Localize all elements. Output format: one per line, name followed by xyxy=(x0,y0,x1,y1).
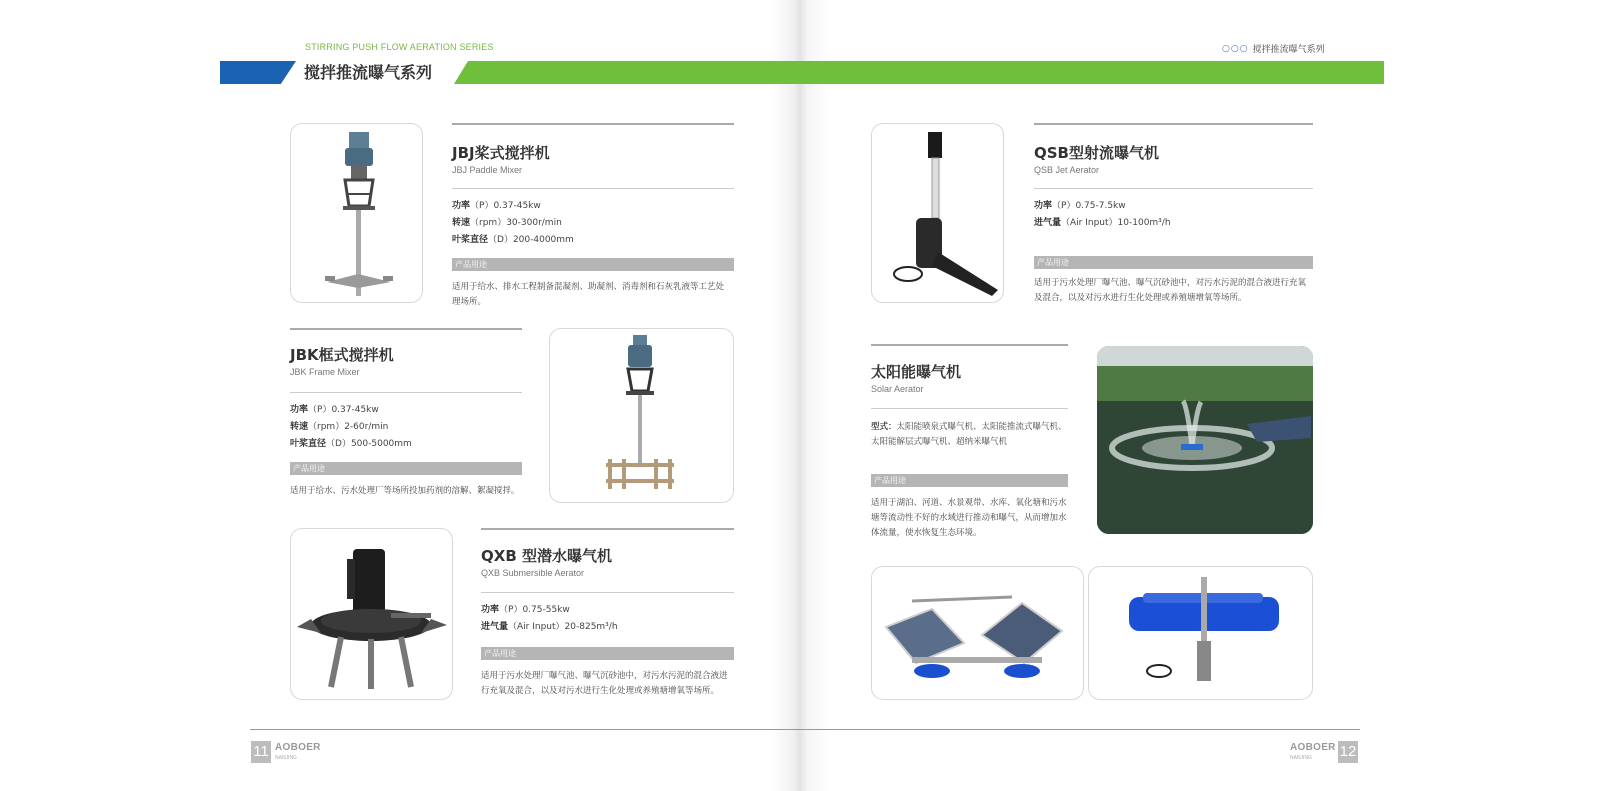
jbk-divider xyxy=(290,392,522,393)
right-page-number: 12 xyxy=(1338,741,1358,763)
jbj-title: JBJ桨式搅拌机 xyxy=(452,144,550,162)
blue-header-tab xyxy=(220,61,296,84)
series-en-title: STIRRING PUSH FLOW AERATION SERIES xyxy=(305,42,494,52)
right-header xyxy=(1222,42,1325,55)
qsb-product-image xyxy=(871,123,1004,303)
jbk-title-rule xyxy=(290,328,522,330)
footer-rule xyxy=(250,729,1360,730)
qsb-usage-label: 产品用途 xyxy=(1034,256,1313,269)
jbj-spec-diameter: 叶桨直径（D）200-4000mm xyxy=(452,235,574,245)
jbk-spec-speed: 转速（rpm）2-60r/min xyxy=(290,422,389,432)
left-brand: AOBOER xyxy=(275,742,321,753)
qsb-spec-air: 进气量（Air Input）10-100m³/h xyxy=(1034,218,1171,228)
solar-title-rule xyxy=(871,344,1068,346)
floating-aerator-illustration xyxy=(1089,567,1313,700)
paddle-mixer-illustration xyxy=(291,124,423,303)
left-brand-sub: NANJING xyxy=(275,755,297,761)
right-brand: AOBOER xyxy=(1290,742,1336,753)
solar-panel-illustration xyxy=(872,567,1084,700)
jet-aerator-illustration xyxy=(872,124,1004,303)
qxb-title-rule xyxy=(481,528,734,530)
jbk-product-image xyxy=(549,328,734,503)
jbk-usage-text: 适用于给水、污水处理厂等场所投加药剂的溶解、絮凝搅拌。 xyxy=(290,486,520,496)
qxb-usage-label: 产品用途 xyxy=(481,647,734,660)
solar-subtitle: Solar Aerator xyxy=(871,384,924,394)
qxb-title: QXB 型潜水曝气机 xyxy=(481,547,612,565)
qsb-divider xyxy=(1034,188,1313,189)
qxb-divider xyxy=(481,592,734,593)
qsb-title-rule xyxy=(1034,123,1313,125)
pond-fountain-photo xyxy=(1097,346,1313,534)
jbj-spec-power: 功率（P）0.37-45kw xyxy=(452,201,541,211)
jbk-spec-power: 功率（P）0.37-45kw xyxy=(290,405,379,415)
qsb-usage-text: 适用于污水处理厂曝气池、曝气沉砂池中，对污水污泥的混合液进行充氧 及混合，以及对污水进行生化处理或养殖塘增氧等场所。 xyxy=(1034,278,1307,303)
qxb-spec-air: 进气量（Air Input）20-825m³/h xyxy=(481,622,618,632)
page-fold-shadow xyxy=(770,0,830,791)
solar-title: 太阳能曝气机 xyxy=(871,363,962,381)
solar-panel-aerator-image xyxy=(871,566,1084,700)
right-brand-sub: NANJING xyxy=(1290,755,1312,761)
submersible-aerator-illustration xyxy=(291,529,453,700)
jbj-usage-label: 产品用途 xyxy=(452,258,734,271)
fountain-illustration xyxy=(1097,346,1313,534)
qxb-product-image xyxy=(290,528,453,700)
jbj-spec-speed: 转速（rpm）30-300r/min xyxy=(452,218,562,228)
circles-icon: ○○○ xyxy=(1222,43,1249,54)
jbj-subtitle: JBJ Paddle Mixer xyxy=(452,165,523,175)
qxb-usage-text: 适用于污水处理厂曝气池、曝气沉砂池中，对污水污泥的混合液进 行充氧及混合，以及对污水进行生化处理或养殖塘增氧等场所。 xyxy=(481,671,728,696)
page-title: 搅拌推流曝气系列 xyxy=(304,63,433,82)
jbj-usage-text: 适用于给水、排水工程制备混凝剂、助凝剂、消毒剂和石灰乳液等工艺处 理场所。 xyxy=(452,282,725,307)
frame-mixer-illustration xyxy=(550,329,734,503)
solar-type-text: 型式：太阳能喷泉式曝气机、太阳能推流式曝气机、 太阳能解层式曝气机、超纳米曝气机 xyxy=(871,422,1067,447)
solar-usage-text: 适用于湖泊、河道、水景观带、水库、氧化塘和污水 塘等流动性不好的水域进行推动和曝气，从而增加水 体流量，使水恢复生态环境。 xyxy=(871,498,1067,538)
jbj-title-rule xyxy=(452,123,734,125)
right-header-title: 搅拌推流曝气系列 xyxy=(1252,45,1325,55)
qsb-subtitle: QSB Jet Aerator xyxy=(1034,165,1100,175)
solar-divider xyxy=(871,408,1068,409)
jbk-spec-diameter: 叶桨直径（D）500-5000mm xyxy=(290,439,412,449)
green-header-bar xyxy=(454,61,1384,84)
solar-usage-label: 产品用途 xyxy=(871,474,1068,487)
jbk-title: JBK框式搅拌机 xyxy=(290,346,394,364)
jbj-product-image xyxy=(290,123,423,303)
qxb-spec-power: 功率（P）0.75-55kw xyxy=(481,605,570,615)
floating-aerator-image xyxy=(1088,566,1313,700)
left-page-number: 11 xyxy=(251,741,271,763)
qsb-title: QSB型射流曝气机 xyxy=(1034,144,1159,162)
jbk-subtitle: JBK Frame Mixer xyxy=(290,367,360,377)
qxb-subtitle: QXB Submersible Aerator xyxy=(481,568,585,578)
jbj-divider xyxy=(452,188,734,189)
qsb-spec-power: 功率（P）0.75-7.5kw xyxy=(1034,201,1126,211)
jbk-usage-label: 产品用途 xyxy=(290,462,522,475)
